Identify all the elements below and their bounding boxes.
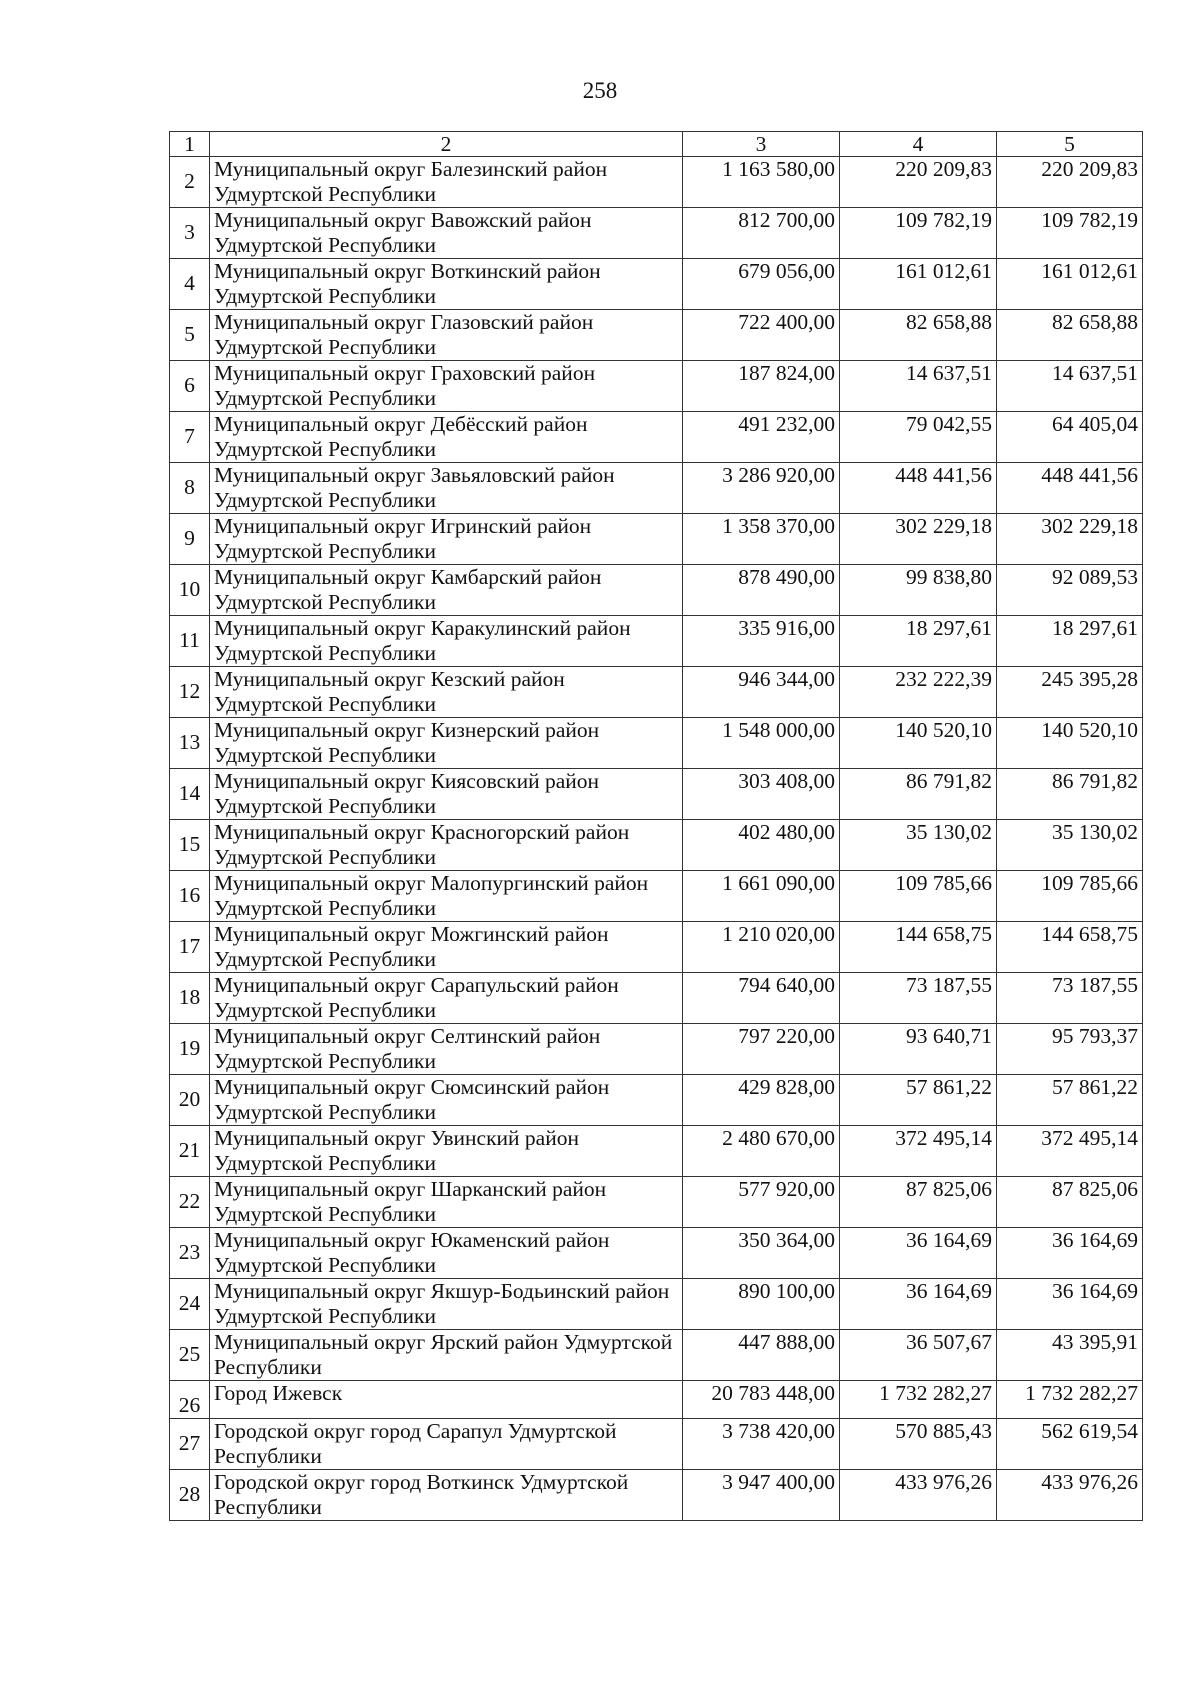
amount-col3-cell: 3 286 920,00 — [683, 463, 840, 514]
row-number-cell: 9 — [170, 514, 210, 565]
amount-col3-cell: 491 232,00 — [683, 412, 840, 463]
amount-col3-cell: 1 358 370,00 — [683, 514, 840, 565]
amount-col4-cell: 140 520,10 — [840, 718, 997, 769]
amount-col3-cell: 429 828,00 — [683, 1075, 840, 1126]
amount-col3-cell: 890 100,00 — [683, 1279, 840, 1330]
header-cell: 3 — [683, 132, 840, 157]
amount-col4-cell: 35 130,02 — [840, 820, 997, 871]
amount-col4-cell: 570 885,43 — [840, 1419, 997, 1470]
table-row — [170, 1381, 1143, 1419]
amount-col3-cell: 794 640,00 — [683, 973, 840, 1024]
amount-col5-cell: 43 395,91 — [997, 1330, 1143, 1381]
table-row — [170, 157, 1143, 208]
amount-col3-cell: 3 738 420,00 — [683, 1419, 840, 1470]
row-number-cell: 20 — [170, 1075, 210, 1126]
amount-col5-cell: 245 395,28 — [997, 667, 1143, 718]
municipality-name-cell: Городской округ город Сарапул Удмуртской Республики — [210, 1419, 683, 1470]
amount-col5-cell: 35 130,02 — [997, 820, 1143, 871]
row-number-cell: 2 — [170, 157, 210, 208]
municipality-name-cell: Муниципальный округ Увинский район Удмуртской Республики — [210, 1126, 683, 1177]
amount-col3-cell: 1 661 090,00 — [683, 871, 840, 922]
table-row — [170, 259, 1143, 310]
table-row — [170, 1279, 1143, 1330]
header-cell: 5 — [997, 132, 1143, 157]
amount-col5-cell: 448 441,56 — [997, 463, 1143, 514]
municipality-name-cell: Муниципальный округ Якшур-Бодьинский район Удмуртской Республики — [210, 1279, 683, 1330]
header-cell: 2 — [210, 132, 683, 157]
municipality-name-cell: Муниципальный округ Граховский район Удмуртской Республики — [210, 361, 683, 412]
municipality-name-cell: Муниципальный округ Можгинский район Удмуртской Республики — [210, 922, 683, 973]
amount-col5-cell: 140 520,10 — [997, 718, 1143, 769]
table-row — [170, 1024, 1143, 1075]
amount-col5-cell: 86 791,82 — [997, 769, 1143, 820]
amount-col4-cell: 433 976,26 — [840, 1470, 997, 1521]
amount-col4-cell: 302 229,18 — [840, 514, 997, 565]
amount-col3-cell: 722 400,00 — [683, 310, 840, 361]
row-number-cell: 13 — [170, 718, 210, 769]
municipality-name-cell: Муниципальный округ Глазовский район Удмуртской Республики — [210, 310, 683, 361]
table-row — [170, 1177, 1143, 1228]
table-row — [170, 412, 1143, 463]
amount-col4-cell: 220 209,83 — [840, 157, 997, 208]
row-number-cell: 8 — [170, 463, 210, 514]
municipality-name-cell: Муниципальный округ Балезинский район Удмуртской Республики — [210, 157, 683, 208]
amount-col5-cell: 562 619,54 — [997, 1419, 1143, 1470]
amount-col5-cell: 1 732 282,27 — [997, 1381, 1143, 1419]
municipality-name-cell: Муниципальный округ Каракулинский район Удмуртской Республики — [210, 616, 683, 667]
row-number-cell: 21 — [170, 1126, 210, 1177]
municipality-name-cell: Муниципальный округ Малопургинский район Удмуртской Республики — [210, 871, 683, 922]
table-row — [170, 871, 1143, 922]
municipality-name-cell: Муниципальный округ Вавожский район Удмуртской Республики — [210, 208, 683, 259]
municipality-name-cell: Муниципальный округ Сюмсинский район Удмуртской Республики — [210, 1075, 683, 1126]
municipality-name-cell: Муниципальный округ Камбарский район Удмуртской Республики — [210, 565, 683, 616]
amount-col4-cell: 79 042,55 — [840, 412, 997, 463]
amount-col5-cell: 144 658,75 — [997, 922, 1143, 973]
amount-col4-cell: 232 222,39 — [840, 667, 997, 718]
table-row — [170, 922, 1143, 973]
municipality-name-cell: Муниципальный округ Киясовский район Удмуртской Республики — [210, 769, 683, 820]
amount-col4-cell: 86 791,82 — [840, 769, 997, 820]
amount-col4-cell: 36 164,69 — [840, 1228, 997, 1279]
table-row — [170, 1075, 1143, 1126]
municipality-name-cell: Муниципальный округ Красногорский район Удмуртской Республики — [210, 820, 683, 871]
municipality-name-cell: Муниципальный округ Завьяловский район Удмуртской Республики — [210, 463, 683, 514]
municipality-name-cell: Городской округ город Воткинск Удмуртской Республики — [210, 1470, 683, 1521]
row-number-cell: 22 — [170, 1177, 210, 1228]
row-number-cell: 10 — [170, 565, 210, 616]
row-number-cell: 26 — [170, 1381, 210, 1419]
row-number-cell: 7 — [170, 412, 210, 463]
row-number-cell: 18 — [170, 973, 210, 1024]
municipality-name-cell: Муниципальный округ Дебёсский район Удмуртской Республики — [210, 412, 683, 463]
amount-col5-cell: 161 012,61 — [997, 259, 1143, 310]
table-row — [170, 565, 1143, 616]
amount-col3-cell: 1 163 580,00 — [683, 157, 840, 208]
amount-col5-cell: 87 825,06 — [997, 1177, 1143, 1228]
row-number-cell: 17 — [170, 922, 210, 973]
amount-col4-cell: 73 187,55 — [840, 973, 997, 1024]
row-number-cell: 3 — [170, 208, 210, 259]
table-row — [170, 820, 1143, 871]
amount-col3-cell: 350 364,00 — [683, 1228, 840, 1279]
table-row — [170, 310, 1143, 361]
amount-col3-cell: 1 210 020,00 — [683, 922, 840, 973]
table-row — [170, 1228, 1143, 1279]
amount-col5-cell: 109 782,19 — [997, 208, 1143, 259]
municipality-name-cell: Муниципальный округ Кезский район Удмуртской Республики — [210, 667, 683, 718]
table-row — [170, 1419, 1143, 1470]
amount-col5-cell: 433 976,26 — [997, 1470, 1143, 1521]
amount-col5-cell: 302 229,18 — [997, 514, 1143, 565]
table-row — [170, 1126, 1143, 1177]
municipality-name-cell: Муниципальный округ Сарапульский район Удмуртской Республики — [210, 973, 683, 1024]
table-row — [170, 208, 1143, 259]
amount-col4-cell: 109 785,66 — [840, 871, 997, 922]
municipality-name-cell: Муниципальный округ Юкаменский район Удмуртской Республики — [210, 1228, 683, 1279]
page-number: 258 — [582, 78, 618, 103]
amount-col3-cell: 447 888,00 — [683, 1330, 840, 1381]
header-cell: 4 — [840, 132, 997, 157]
table-row — [170, 718, 1143, 769]
table-row — [170, 463, 1143, 514]
amount-col5-cell: 92 089,53 — [997, 565, 1143, 616]
table-row — [170, 616, 1143, 667]
amount-col4-cell: 144 658,75 — [840, 922, 997, 973]
amount-col3-cell: 946 344,00 — [683, 667, 840, 718]
amount-col3-cell: 20 783 448,00 — [683, 1381, 840, 1419]
amount-col5-cell: 220 209,83 — [997, 157, 1143, 208]
amount-col4-cell: 93 640,71 — [840, 1024, 997, 1075]
amount-col4-cell: 36 507,67 — [840, 1330, 997, 1381]
row-number-cell: 27 — [170, 1419, 210, 1470]
amount-col3-cell: 878 490,00 — [683, 565, 840, 616]
amount-col4-cell: 161 012,61 — [840, 259, 997, 310]
table-row — [170, 1330, 1143, 1381]
amount-col5-cell: 95 793,37 — [997, 1024, 1143, 1075]
row-number-cell: 4 — [170, 259, 210, 310]
row-number-cell: 15 — [170, 820, 210, 871]
amount-col4-cell: 99 838,80 — [840, 565, 997, 616]
municipality-name-cell: Муниципальный округ Кизнерский район Удмуртской Республики — [210, 718, 683, 769]
amount-col5-cell: 82 658,88 — [997, 310, 1143, 361]
row-number-cell: 14 — [170, 769, 210, 820]
row-number-cell: 6 — [170, 361, 210, 412]
allocation-table — [169, 131, 1143, 1521]
table-row — [170, 769, 1143, 820]
amount-col4-cell: 372 495,14 — [840, 1126, 997, 1177]
amount-col5-cell: 372 495,14 — [997, 1126, 1143, 1177]
amount-col4-cell: 1 732 282,27 — [840, 1381, 997, 1419]
amount-col4-cell: 87 825,06 — [840, 1177, 997, 1228]
amount-col4-cell: 109 782,19 — [840, 208, 997, 259]
table-row — [170, 514, 1143, 565]
row-number-cell: 23 — [170, 1228, 210, 1279]
amount-col3-cell: 3 947 400,00 — [683, 1470, 840, 1521]
header-row — [170, 132, 1143, 157]
amount-col3-cell: 577 920,00 — [683, 1177, 840, 1228]
amount-col4-cell: 18 297,61 — [840, 616, 997, 667]
amount-col4-cell: 36 164,69 — [840, 1279, 997, 1330]
table-row — [170, 361, 1143, 412]
row-number-cell: 16 — [170, 871, 210, 922]
row-number-cell: 5 — [170, 310, 210, 361]
amount-col3-cell: 812 700,00 — [683, 208, 840, 259]
amount-col4-cell: 14 637,51 — [840, 361, 997, 412]
table-row — [170, 667, 1143, 718]
municipality-name-cell: Муниципальный округ Игринский район Удмуртской Республики — [210, 514, 683, 565]
municipality-name-cell: Муниципальный округ Селтинский район Удмуртской Республики — [210, 1024, 683, 1075]
row-number-cell: 19 — [170, 1024, 210, 1075]
amount-col4-cell: 82 658,88 — [840, 310, 997, 361]
amount-col3-cell: 335 916,00 — [683, 616, 840, 667]
amount-col3-cell: 187 824,00 — [683, 361, 840, 412]
row-number-cell: 24 — [170, 1279, 210, 1330]
table-row — [170, 973, 1143, 1024]
amount-col3-cell: 1 548 000,00 — [683, 718, 840, 769]
row-number-cell: 12 — [170, 667, 210, 718]
municipality-name-cell: Муниципальный округ Шарканский район Удмуртской Республики — [210, 1177, 683, 1228]
amount-col5-cell: 73 187,55 — [997, 973, 1143, 1024]
amount-col3-cell: 679 056,00 — [683, 259, 840, 310]
municipality-name-cell: Муниципальный округ Воткинский район Удмуртской Республики — [210, 259, 683, 310]
header-cell: 1 — [170, 132, 210, 157]
amount-col3-cell: 797 220,00 — [683, 1024, 840, 1075]
row-number-cell: 11 — [170, 616, 210, 667]
municipality-name-cell: Город Ижевск — [210, 1381, 683, 1419]
amount-col5-cell: 14 637,51 — [997, 361, 1143, 412]
amount-col3-cell: 2 480 670,00 — [683, 1126, 840, 1177]
row-number-cell: 25 — [170, 1330, 210, 1381]
amount-col5-cell: 36 164,69 — [997, 1279, 1143, 1330]
amount-col5-cell: 57 861,22 — [997, 1075, 1143, 1126]
amount-col4-cell: 448 441,56 — [840, 463, 997, 514]
amount-col5-cell: 18 297,61 — [997, 616, 1143, 667]
amount-col5-cell: 64 405,04 — [997, 412, 1143, 463]
amount-col5-cell: 109 785,66 — [997, 871, 1143, 922]
amount-col3-cell: 402 480,00 — [683, 820, 840, 871]
table-row — [170, 1470, 1143, 1521]
amount-col4-cell: 57 861,22 — [840, 1075, 997, 1126]
amount-col5-cell: 36 164,69 — [997, 1228, 1143, 1279]
municipality-name-cell: Муниципальный округ Ярский район Удмуртской Республики — [210, 1330, 683, 1381]
row-number-cell: 28 — [170, 1470, 210, 1521]
amount-col3-cell: 303 408,00 — [683, 769, 840, 820]
